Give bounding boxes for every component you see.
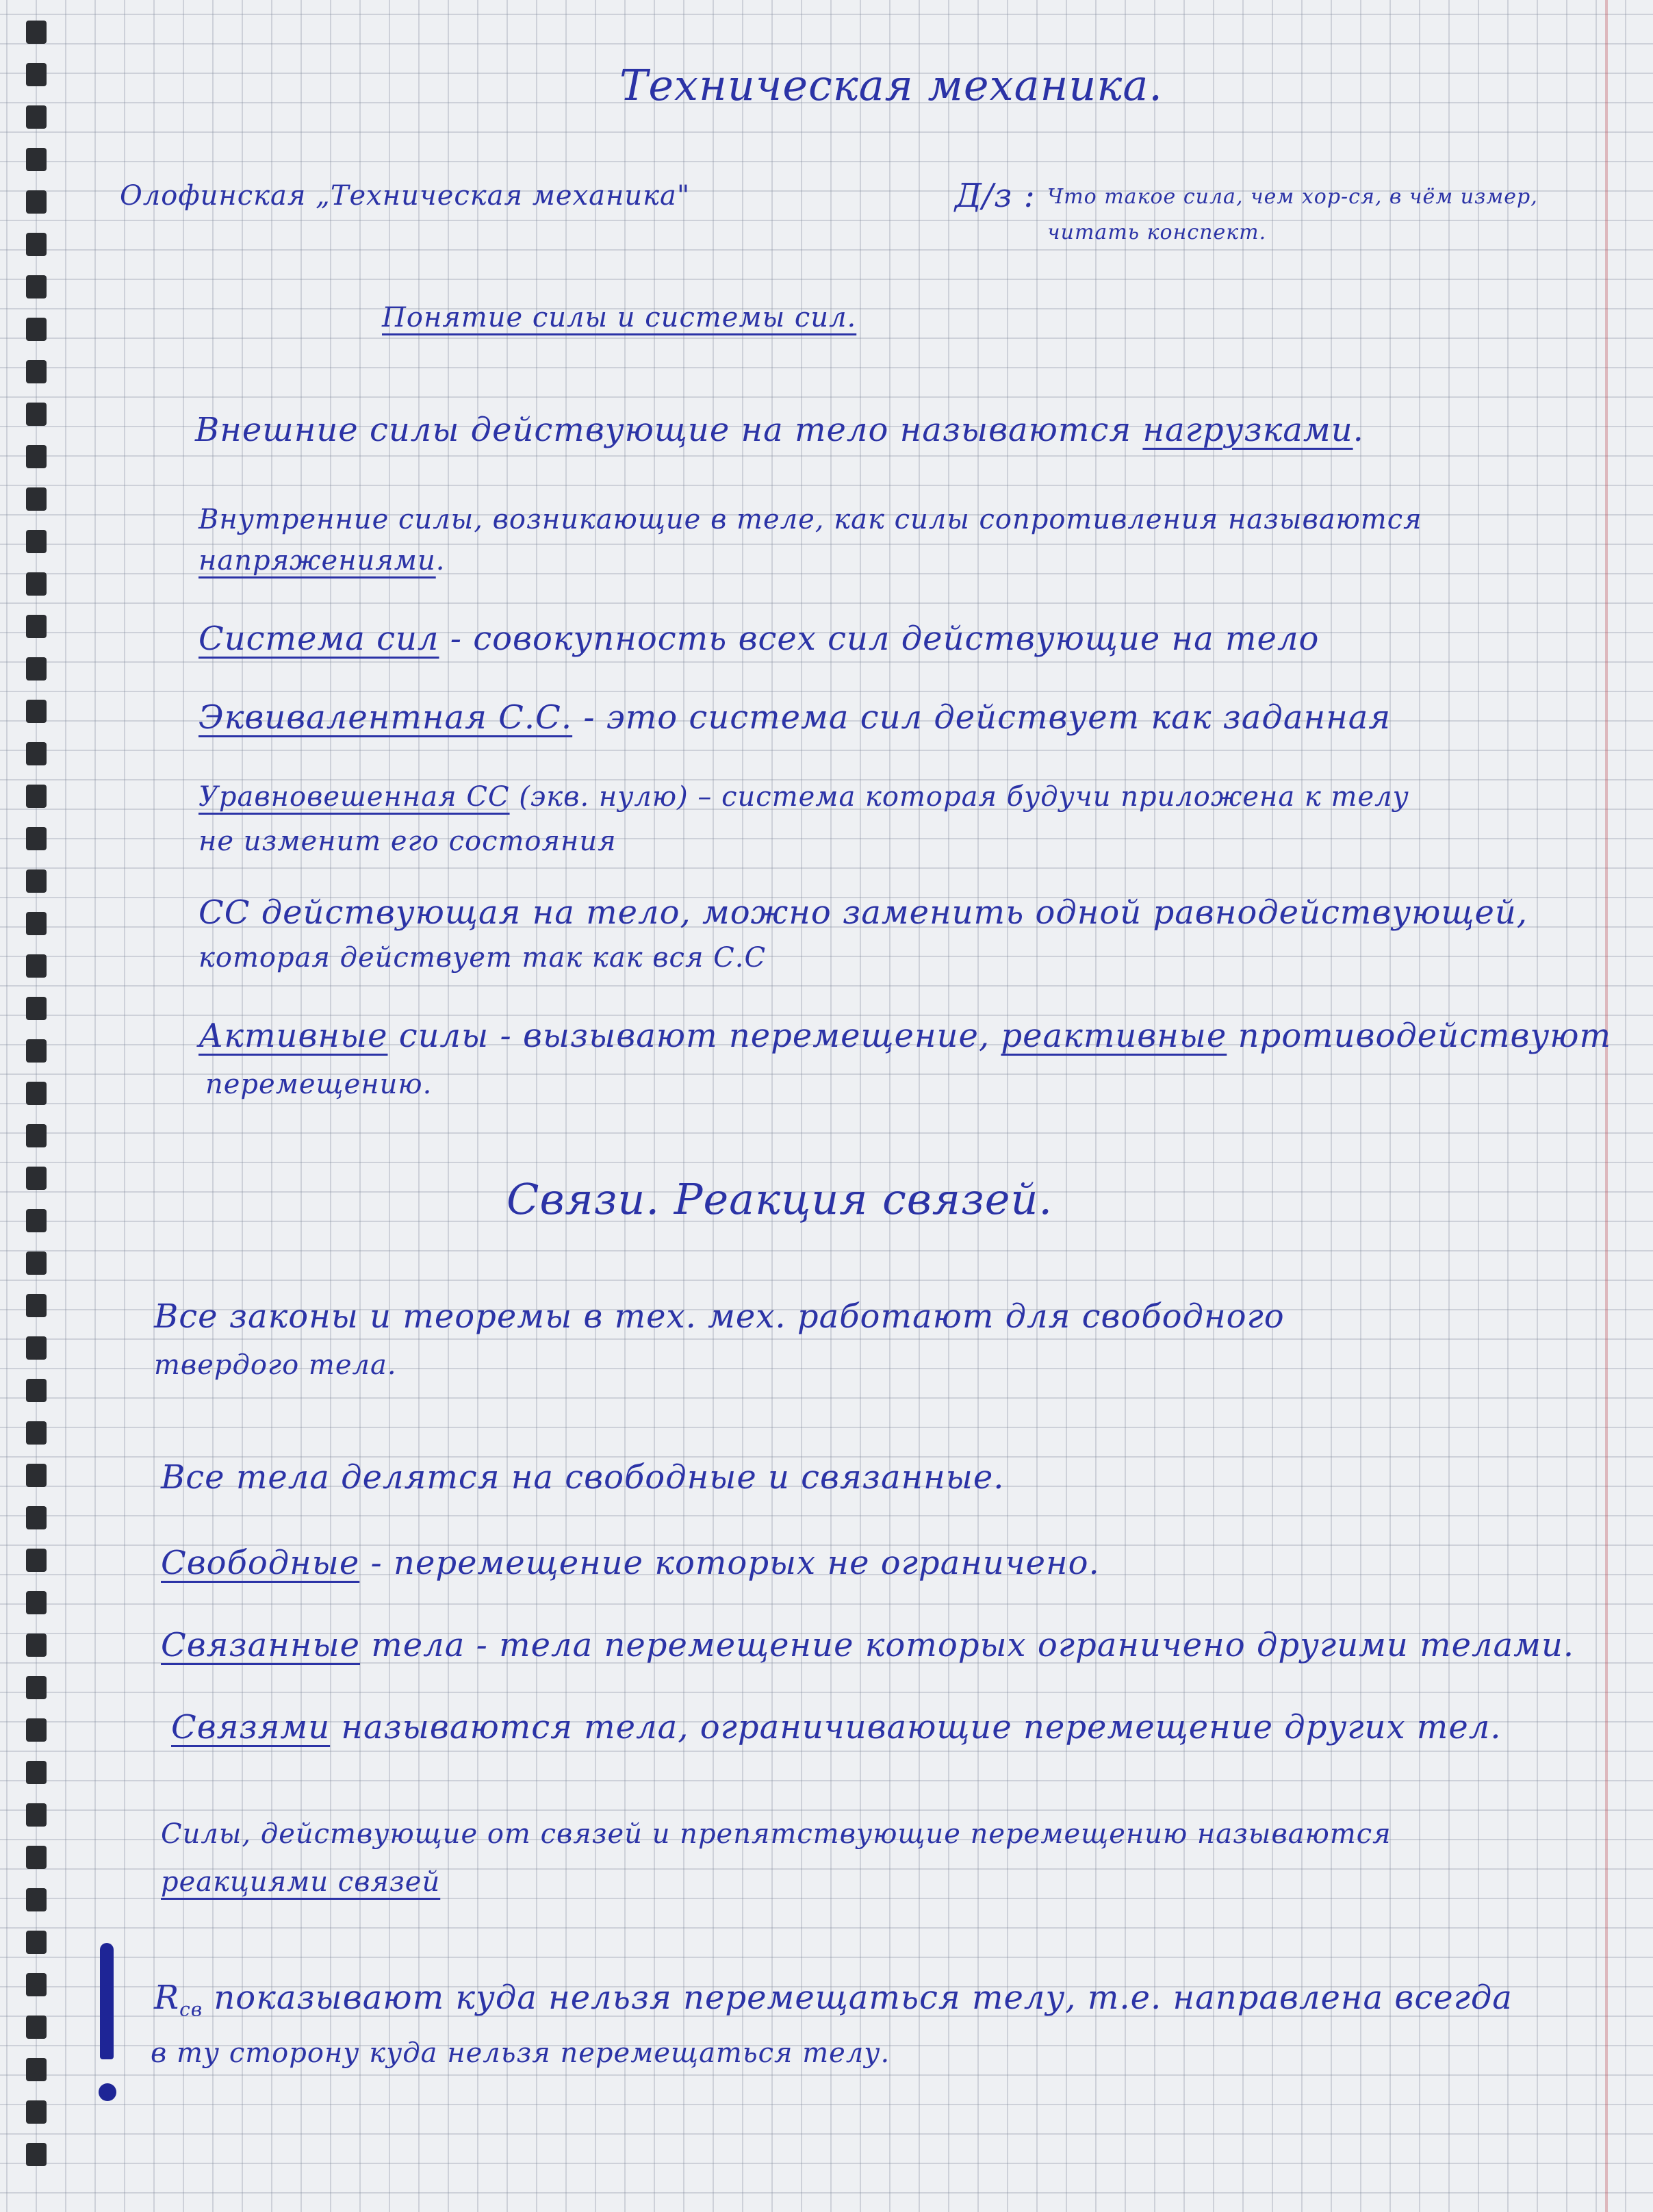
- spiral-hole: [26, 360, 47, 383]
- spiral-hole: [26, 21, 47, 44]
- note-force-system: Система сил - совокупность всех сил действующие на тело: [198, 620, 1320, 658]
- spiral-hole: [26, 487, 47, 511]
- spiral-hole: [26, 742, 47, 765]
- spiral-hole: [26, 1676, 47, 1699]
- note-reaction-direction-line1: $R_{св}$ показывают куда нельзя перемещаться телу, т.е. направлена всегда: [154, 1979, 1513, 2021]
- textbook-reference: Олофинская „Техническая механика": [120, 180, 691, 212]
- note-body-types: Все тела делятся на свободные и связанные.: [161, 1458, 1005, 1497]
- homework-label: Д/з :: [955, 177, 1036, 215]
- note-bound-bodies: Связанные тела - тела перемещение которых ограничено другими телами.: [161, 1626, 1575, 1664]
- spiral-hole: [26, 1209, 47, 1232]
- spiral-hole: [26, 1633, 47, 1657]
- note-laws-line2: твердого тела.: [154, 1349, 397, 1381]
- note-internal-forces-line1: Внутренние силы, возникающие в теле, как силы сопротивления называются: [198, 504, 1422, 535]
- spiral-hole: [26, 1973, 47, 1996]
- note-free-bodies: Свободные - перемещение которых не ограничено.: [161, 1544, 1100, 1582]
- spiral-hole: [26, 1591, 47, 1614]
- homework-line-1: Что такое сила, чем хор-ся, в чём измер,: [1047, 185, 1538, 209]
- spiral-hole: [26, 63, 47, 86]
- spiral-hole: [26, 1251, 47, 1275]
- spiral-hole: [26, 912, 47, 935]
- note-balanced-system-line1: Уравновешенная СС (экв. нулю) – система которая будучи приложена к телу: [198, 781, 1409, 813]
- spiral-hole: [26, 1888, 47, 1911]
- note-external-forces: Внешние силы действующие на тело называются нагрузками.: [195, 411, 1364, 449]
- spiral-hole: [26, 2058, 47, 2081]
- section-heading-constraints: Связи. Реакция связей.: [507, 1174, 1053, 1224]
- spiral-hole: [26, 700, 47, 723]
- margin-line: [1605, 0, 1608, 2212]
- spiral-hole: [26, 1082, 47, 1105]
- exclamation-mark-icon: [97, 1943, 118, 2121]
- spiral-hole: [26, 275, 47, 298]
- note-resultant-line2: которая действует так как вся С.С: [198, 942, 767, 974]
- spiral-hole: [26, 1506, 47, 1529]
- note-balanced-system-line2: не изменит его состояния: [198, 826, 617, 857]
- spiral-hole: [26, 445, 47, 468]
- spiral-hole: [26, 2016, 47, 2039]
- note-reaction-direction-line2: в ту сторону куда нельзя перемещаться телу.: [151, 2037, 890, 2069]
- spiral-hole: [26, 1549, 47, 1572]
- spiral-hole: [26, 318, 47, 341]
- spiral-hole: [26, 1464, 47, 1487]
- spiral-hole: [26, 1421, 47, 1445]
- spiral-hole: [26, 954, 47, 978]
- spiral-hole: [26, 657, 47, 681]
- spiral-hole: [26, 1039, 47, 1063]
- note-resultant-line1: СС действующая на тело, можно заменить одной равнодействующей,: [198, 893, 1528, 932]
- spiral-hole: [26, 869, 47, 893]
- spiral-hole: [26, 572, 47, 596]
- spiral-hole: [26, 1761, 47, 1784]
- spiral-hole: [26, 105, 47, 129]
- spiral-hole: [26, 1336, 47, 1360]
- spiral-hole: [26, 2100, 47, 2124]
- spiral-hole: [26, 827, 47, 850]
- homework-line-2: читать конспект.: [1047, 220, 1267, 244]
- spiral-hole: [26, 1718, 47, 1742]
- note-reactions-line2: реакциями связей: [161, 1866, 441, 1898]
- spiral-hole: [26, 148, 47, 171]
- spiral-hole: [26, 785, 47, 808]
- page-title: Техническая механика.: [619, 60, 1164, 110]
- section-heading-forces: Понятие силы и системы сил.: [382, 302, 857, 333]
- spiral-hole: [26, 1167, 47, 1190]
- note-active-reactive-line2: перемещению.: [205, 1069, 433, 1100]
- spiral-hole: [26, 2143, 47, 2166]
- spiral-hole: [26, 1379, 47, 1402]
- spiral-hole: [26, 1124, 47, 1147]
- spiral-hole: [26, 1931, 47, 1954]
- note-reactions-line1: Силы, действующие от связей и препятствующие перемещению называются: [161, 1818, 1392, 1850]
- spiral-hole: [26, 190, 47, 214]
- note-constraints: Связями называются тела, ограничивающие перемещение других тел.: [171, 1708, 1502, 1746]
- spiral-hole: [26, 997, 47, 1020]
- note-laws-line1: Все законы и теоремы в тех. мех. работают для свободного: [154, 1297, 1285, 1336]
- note-equivalent-system: Эквивалентная С.С. - это система сил действует как заданная: [198, 698, 1392, 737]
- note-internal-forces-line2: напряжениями.: [198, 545, 446, 576]
- note-active-reactive-line1: Активные силы - вызывают перемещение, реактивные противодействуют: [198, 1017, 1612, 1055]
- spiral-hole: [26, 530, 47, 553]
- spiral-hole: [26, 615, 47, 638]
- spiral-binding: [21, 21, 56, 2198]
- spiral-hole: [26, 1803, 47, 1827]
- spiral-hole: [26, 1294, 47, 1317]
- spiral-hole: [26, 1846, 47, 1869]
- spiral-hole: [26, 233, 47, 256]
- spiral-hole: [26, 403, 47, 426]
